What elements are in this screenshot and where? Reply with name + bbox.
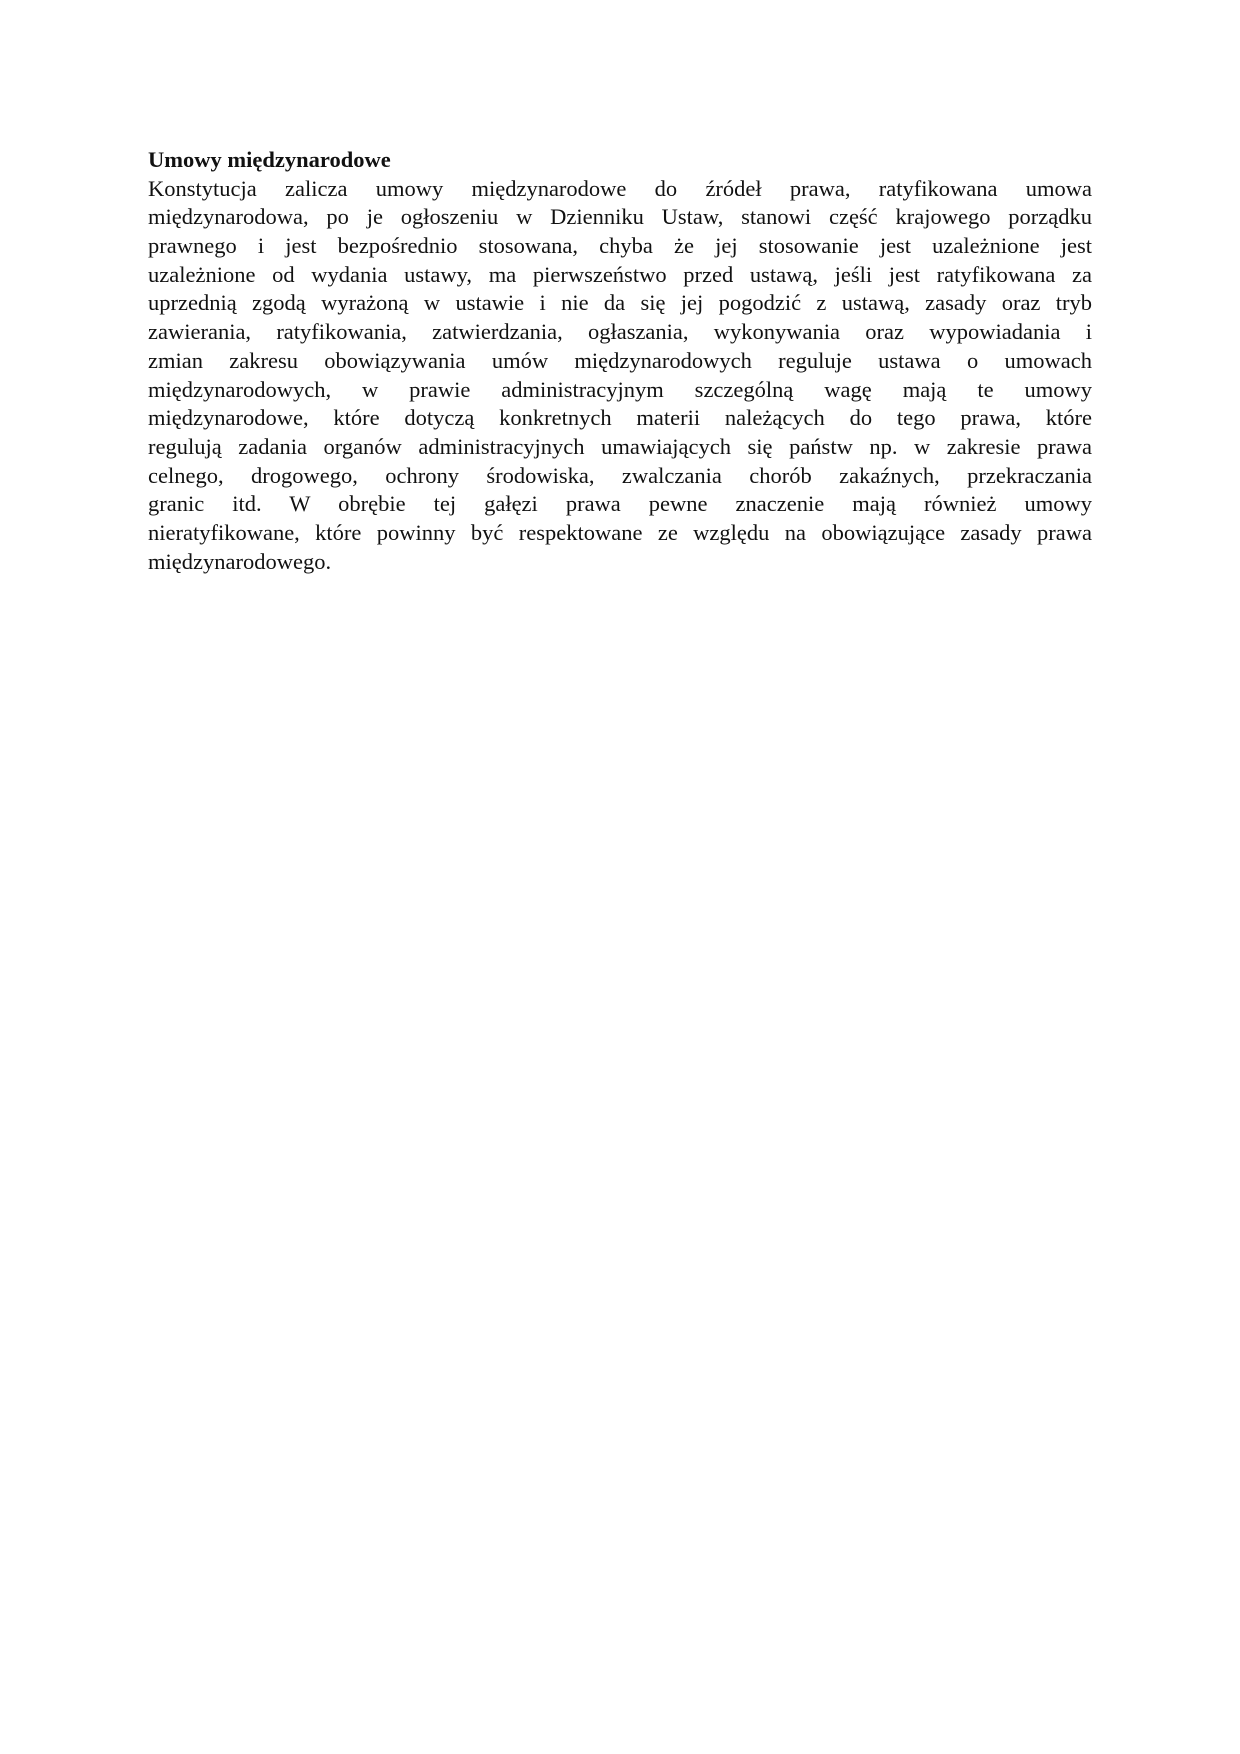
body-line: regulują zadania organów administracyjnych umawiających się państw np. w zakresie prawa	[148, 433, 1092, 459]
body-line: granic itd. W obrębie tej gałęzi prawa pewne znaczenie mają również umowy	[148, 491, 1092, 517]
body-line: międzynarodowe, które dotyczą konkretnych materii należących do tego prawa, które	[148, 405, 1092, 431]
body-line: celnego, drogowego, ochrony środowiska, zwalczania chorób zakaźnych, przekraczania	[148, 462, 1092, 488]
document-title: Umowy międzynarodowe	[148, 147, 391, 172]
body-line: zmian zakresu obowiązywania umów międzynarodowych reguluje ustawa o umowach	[148, 347, 1092, 373]
body-line: międzynarodowa, po je ogłoszeniu w Dzienniku Ustaw, stanowi część krajowego porządku	[148, 204, 1092, 230]
body-line: prawnego i jest bezpośrednio stosowana, chyba że jej stosowanie jest uzależnione jest	[148, 233, 1092, 259]
body-line: zawierania, ratyfikowania, zatwierdzania, ogłaszania, wykonywania oraz wypowiadania i	[148, 319, 1092, 345]
body-line: nieratyfikowane, które powinny być respektowane ze względu na obowiązujące zasady prawa	[148, 519, 1092, 545]
document-content	[148, 146, 1092, 576]
body-line: uprzednią zgodą wyrażoną w ustawie i nie da się jej pogodzić z ustawą, zasady oraz tryb	[148, 290, 1092, 316]
document-body	[148, 175, 1092, 577]
body-line: międzynarodowych, w prawie administracyjnym szczególną wagę mają te umowy	[148, 376, 1092, 402]
body-line: międzynarodowego.	[148, 548, 332, 574]
body-line: Konstytucja zalicza umowy międzynarodowe do źródeł prawa, ratyfikowana umowa	[148, 175, 1092, 201]
body-line: uzależnione od wydania ustawy, ma pierwszeństwo przed ustawą, jeśli jest ratyfikowana za	[148, 261, 1092, 287]
